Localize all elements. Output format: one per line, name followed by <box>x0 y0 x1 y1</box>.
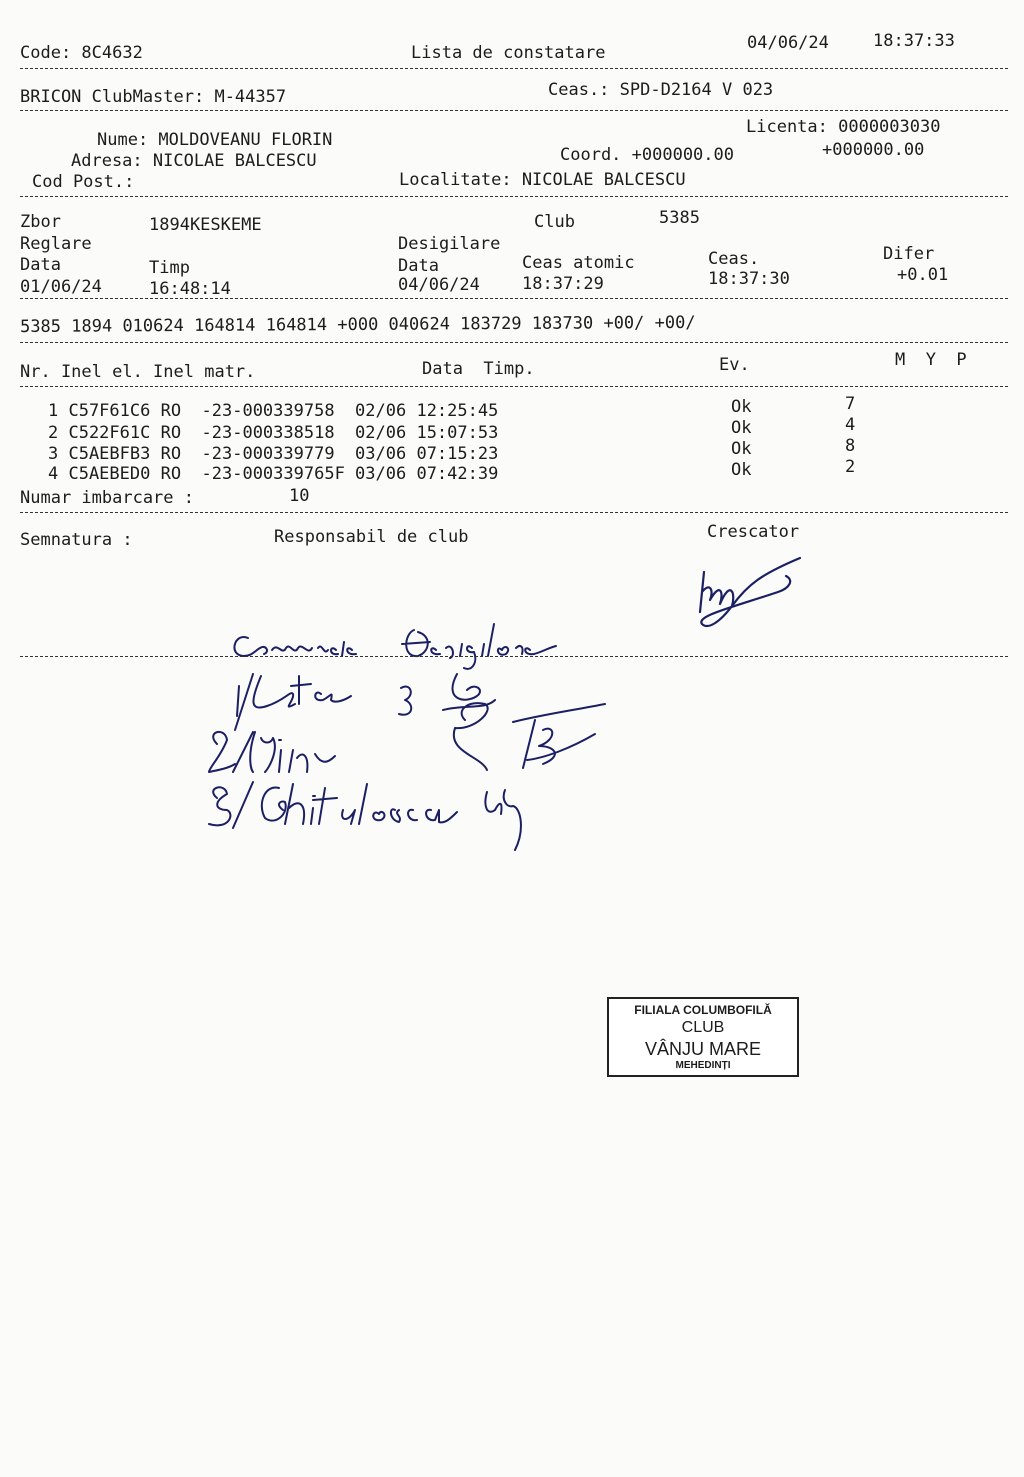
stamp-line: MEHEDINȚI <box>675 1060 731 1071</box>
clock-label: Ceas. <box>708 249 760 269</box>
breeder-signature <box>690 552 820 634</box>
table-row: 4 C5AEBED0 RO -23-000339765F 03/06 07:42:39 <box>48 464 499 484</box>
divider <box>20 656 1008 657</box>
header-date: 04/06/24 <box>747 33 829 53</box>
ceas-device-label: Ceas.: SPD-D2164 V 023 <box>548 80 774 100</box>
zbor-value: 1894KESKEME <box>149 215 262 235</box>
zbor-label: Zbor <box>20 212 61 232</box>
row-m-value: 8 <box>845 436 856 456</box>
postal-code-label: Cod Post.: <box>32 172 135 192</box>
table-header-ring: Nr. Inel el. Inel matr. <box>20 362 256 382</box>
stamp-line: CLUB <box>681 1019 725 1036</box>
coord-value-2: +000000.00 <box>822 140 925 160</box>
divider <box>20 196 1008 197</box>
signature-label: Semnatura : <box>20 530 133 550</box>
code-label: Code: 8C4632 <box>20 43 143 63</box>
boarding-count-value: 10 <box>289 486 310 506</box>
row-event: Ok <box>731 439 752 459</box>
locality-label: Localitate: NICOLAE BALCESCU <box>399 170 686 190</box>
row-event: Ok <box>731 460 752 480</box>
club-stamp <box>607 997 799 1077</box>
header-time: 18:37:33 <box>873 31 955 51</box>
club-label: Club <box>534 212 575 232</box>
difference-value: +0.01 <box>897 265 949 285</box>
license-number: Licenta: 0000003030 <box>746 117 941 137</box>
data-label-2: Data <box>398 256 439 276</box>
club-value: 5385 <box>659 208 700 228</box>
atomic-clock-label: Ceas atomic <box>522 253 635 273</box>
table-row: 1 C57F61C6 RO -23-000339758 02/06 12:25:45 <box>48 401 499 421</box>
table-header-event: Ev. <box>719 355 750 375</box>
row-event: Ok <box>731 397 752 417</box>
row-m-value: 2 <box>845 457 856 477</box>
breeder-label: Crescator <box>707 522 800 542</box>
stamp-line: VÂNJU MARE <box>644 1039 761 1059</box>
row-m-value: 4 <box>845 415 856 435</box>
divider <box>20 68 1008 69</box>
timp-label: Timp <box>149 258 190 278</box>
summary-code-line: 5385 1894 010624 164814 164814 +000 040624 183729 183730 +00/ +00/ <box>20 312 696 337</box>
divider <box>20 512 1008 513</box>
reglare-date: 01/06/24 <box>20 277 102 297</box>
table-header-myp: M Y P <box>895 350 967 370</box>
table-row: 3 C5AEBFB3 RO -23-000339779 03/06 07:15:23 <box>48 444 499 464</box>
owner-address: Adresa: NICOLAE BALCESCU <box>71 151 317 171</box>
coord-value: Coord. +000000.00 <box>560 145 734 165</box>
data-label: Data <box>20 255 61 275</box>
row-m-value: 7 <box>845 394 856 414</box>
desigilare-date: 04/06/24 <box>398 275 480 295</box>
table-header-date-time: Data Timp. <box>422 359 535 379</box>
table-row: 2 C522F61C RO -23-000338518 02/06 15:07:53 <box>48 423 499 443</box>
document-title: Lista de constatare <box>411 43 606 63</box>
handwritten-commission-members <box>195 660 615 860</box>
boarding-count-label: Numar imbarcare : <box>20 488 194 508</box>
stamp-line: FILIALA COLUMBOFILĂ <box>634 1003 772 1017</box>
divider <box>20 298 1008 299</box>
clubmaster-label: BRICON ClubMaster: M-44357 <box>20 87 287 107</box>
reglare-time: 16:48:14 <box>149 279 231 299</box>
difference-label: Difer <box>883 244 935 264</box>
desigilare-label: Desigilare <box>398 234 501 254</box>
divider <box>20 386 1008 387</box>
reglare-label: Reglare <box>20 234 92 254</box>
owner-name: Nume: MOLDOVEANU FLORIN <box>97 130 333 150</box>
divider <box>20 342 1008 343</box>
atomic-clock-time: 18:37:29 <box>522 274 604 294</box>
clock-time: 18:37:30 <box>708 269 790 289</box>
divider <box>20 110 1008 111</box>
club-responsible-label: Responsabil de club <box>274 527 469 547</box>
row-event: Ok <box>731 418 752 438</box>
